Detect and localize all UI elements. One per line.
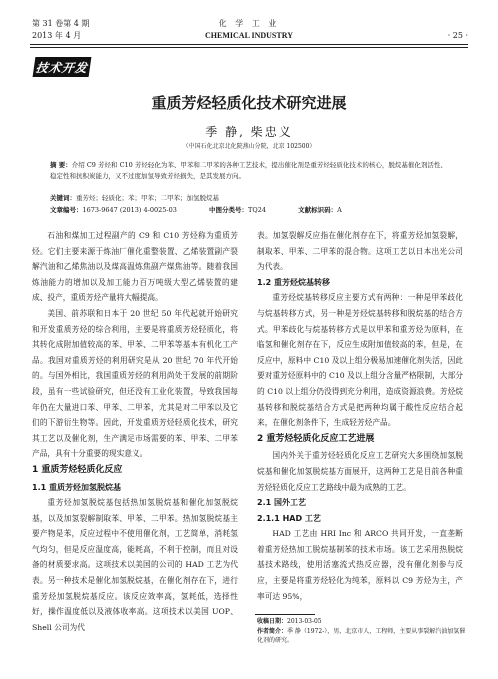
body-left-column xyxy=(32,228,238,635)
subsection-heading: 1.1 重质芳烃加氢脱烷基 xyxy=(32,482,121,492)
header-rule xyxy=(30,44,468,45)
keywords xyxy=(50,193,450,204)
paragraph: 重芳烃烷基转移反应主要方式有两种：一种是甲苯歧化与烷基转移方式，另一种是芳烃烷基转移和脱烷基的结合方式。甲苯歧化与烷基转移方式是以甲苯和重芳烃为原料，在临氢和催化剂存在下，反应生成附加值较高的苯，但是，在反应中，原料中 C10 及以上组分极易加速催化剂失活，因此要对重芳烃原料中的 C10 及以上组分含量严格限制，大部分的 C10 以上组分仍没得到充分利用，造成资源浪费。芳烃烷基转移和脱烷基结合方式是把两种均属于酸性反应结合起来，在催化剂条件下，生成轻芳烃产品。 xyxy=(257,293,463,428)
received-value: 2013-03-05 xyxy=(287,618,322,625)
section-heading: 2 重芳烃轻质化反应工艺进展 xyxy=(257,433,375,444)
author-bio-text: 季 静（1972-），男，北京市人，工程师，主要从事裂解汽油加氢催化剂的研究。 xyxy=(257,628,466,644)
abstract-text: 介绍 C9 芳烃和 C10 芳烃轻化为苯、甲苯和二甲苯的各种工艺技术，提出催化剂是重芳烃轻质化技术的核心，脱烷基催化剂活性、稳定性和抗积炭能力，又不过度加氢导致芳烃损失，是其发展方向。 xyxy=(50,161,447,180)
column-label-badge: 技术开发 xyxy=(33,57,92,77)
author-bio-label: 作者简介： xyxy=(257,628,288,635)
received-label: 收稿日期： xyxy=(257,618,288,625)
article-no: 1673-9647 (2013) 4-0025-03 xyxy=(82,206,177,214)
keywords-label: 关键词： xyxy=(50,194,76,202)
article-no-label: 文章编号： xyxy=(50,206,83,214)
subsection-heading: 1.2 重芳烃烷基转移 xyxy=(257,277,330,287)
body-right-column xyxy=(257,228,463,604)
keywords-text: 重芳烃；轻质化；苯；甲苯；二甲苯；加氢脱烷基 xyxy=(76,194,219,202)
footnote-rule xyxy=(255,614,315,615)
paragraph: 美国、前苏联和日本于 20 世纪 50 年代起就开始研究和开发重质芳烃的综合利用，主要是将重质芳烃轻质化，将其转化成附加值较高的苯、甲苯、二甲苯等基本有机化工产品。我国对重质芳烃的利用研究是从 20 世纪 70 年代开始的。与国外相比，我国重质芳烃的利用尚处于发展的前期阶段，虽有一些试验研究，但还没有工业化装置，导致我国每年仍在大量进口苯、甲苯、二甲苯，尤其是对二甲苯以及它们的下游衍生物等。因此，开发重质芳烃轻质化技术，研究其工艺以及催化剂，生产满足市场需要的苯、甲苯、二甲苯产品，具有十分重要的现实意义。 xyxy=(32,308,238,459)
doc-code-label: 文献标识码： xyxy=(298,206,338,214)
received-date xyxy=(257,617,467,626)
author-affiliation: （中国石化北京北化院燕山分院，北京 102500） xyxy=(182,143,316,150)
paragraph: 国内外关于重芳烃轻质化反应工艺研究大多围绕加氢脱烷基和催化加氢脱烷基方面展开，这两种工艺是目前各种重芳烃轻质化反应工艺路线中最为成熟的工艺。 xyxy=(257,451,463,492)
article-authors: 季 静, 柴忠义 xyxy=(205,125,293,139)
journal-name-en: CHEMICAL INDUSTRY xyxy=(205,31,293,40)
doc-code: A xyxy=(337,206,342,214)
article-metadata-line xyxy=(50,205,470,216)
abstract xyxy=(50,160,450,182)
paragraph: 表。加氢裂解反应指在催化剂存在下，将重芳烃加氢裂解，制取苯、甲苯、二甲苯的混合物。这项工艺以日本出光公司为代表。 xyxy=(257,231,463,272)
section-heading: 1 重质芳烃轻质化反应 xyxy=(32,464,123,475)
abstract-label: 摘 要： xyxy=(50,161,72,169)
header-rule-thin xyxy=(30,47,468,48)
clc-label: 中图分类号： xyxy=(209,206,249,214)
volume-issue: 第 31 卷第 4 期 xyxy=(32,19,90,28)
subsection-heading: 2.1.1 HAD 工艺 xyxy=(257,513,321,523)
journal-name-cn: 化 学 工 业 xyxy=(218,19,280,28)
author-bio xyxy=(257,627,467,645)
subsection-heading: 2.1 国外工艺 xyxy=(257,498,306,508)
article-title: 重质芳烃轻质化技术研究进展 xyxy=(151,94,347,112)
paragraph: HAD 工艺由 HRI Inc 和 ARCO 共同开发，一直垄断着重芳烃热加工脱烷基制苯的技术市场。该工艺采用热脱烷基技术路线，使用活塞流式热反应器，没有催化剂参与反应，主要是将重芳烃轻化为纯苯，原料以 C9 芳烃为主，产率可达 95%， xyxy=(257,529,463,601)
page-number: · 25 · xyxy=(447,31,468,40)
paragraph: 石油和煤加工过程副产的 C9 和 C10 芳烃称为重质芳烃。它们主要来源于炼油厂催化重整装置、乙烯装置副产裂解汽油和乙烯焦油以及煤高温炼焦副产煤焦油等。随着我国炼油能力的增加以及加工能力百万吨级大型乙烯装置的建成、投产，重质芳烃产量将大幅提高。 xyxy=(32,231,238,303)
year-month: 2013 年 4 月 xyxy=(32,31,82,40)
clc-code: TQ24 xyxy=(248,206,266,214)
paragraph: 重芳烃加氢脱烷基包括热加氢脱烷基和催化加氢脱烷基，以及加氢裂解制取苯、甲苯、二甲苯。热加氢脱烷基主要产物是苯，反应过程中不使用催化剂，工艺简单，消耗氢气均匀，但是反应温度高，能耗高，不利于控制，而且对设备的材质要求高。这项技术以美国的公司的 HAD 工艺为代表。另一种技术是催化加氢脱烷基，在催化剂存在下，进行重芳烃加氢脱烷基反应。该反应效率高，氢耗低，选择性好，操作温度低以及液体收率高。这项技术以美国 UOP、Shell 公司为代 xyxy=(32,498,238,632)
